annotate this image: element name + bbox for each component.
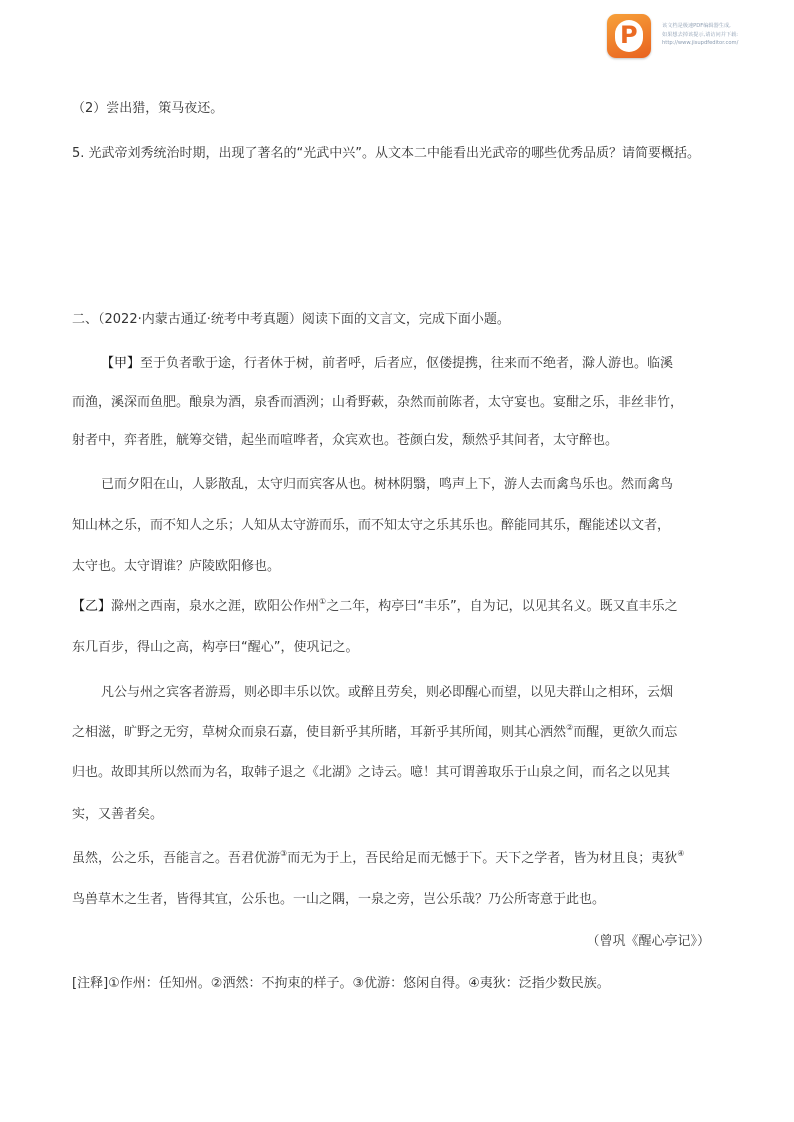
yi-paragraph-2-line: 之相滋，旷野之无穷，草树众而泉石嘉，使目新乎其所睹，耳新乎其所闻，则其心洒然②而醒，更欲久而忘 xyxy=(72,723,678,740)
jia-paragraph-2-line: 已而夕阳在山，人影散乱，太守归而宾客从也。树林阴翳，鸣声上下，游人去而禽鸟乐也。然而禽鸟 xyxy=(101,477,674,492)
yi-paragraph-2-line: 凡公与州之宾客者游焉，则必即丰乐以饮。或醉且劳矣，则必即醒心而望，以见夫群山之相环，云烟 xyxy=(101,685,674,700)
yi-paragraph-1-line: 东几百步，得山之高，构亭曰“醒心”，使巩记之。 xyxy=(72,640,359,655)
watermark-line: 如果想去掉该提示,请访问并下载: xyxy=(662,31,739,38)
yi-paragraph-3-line: 虽然，公之乐，吾能言之。吾君优游③而无为于上，吾民给足而无憾于下。天下之学者，皆为材且良；夷狄④ xyxy=(72,849,685,866)
watermark-line: http://www.jisupdfeditor.com/ xyxy=(662,40,739,46)
source-citation: （曾巩《醒心亭记》） xyxy=(586,934,710,949)
jia-paragraph-2-line: 太守也。太守谓谁？庐陵欧阳修也。 xyxy=(72,559,281,574)
annotation-notes: [注释]①作州：任知州。②洒然：不拘束的样子。③优游：悠闲自得。④夷狄：泛指少数民族。 xyxy=(72,976,610,991)
jia-label: 【甲】 xyxy=(101,356,141,371)
jia-paragraph-1-line: 【甲】至于负者歌于途，行者休于树，前者呼，后者应，伛偻提携，往来而不绝者，滁人游也。临溪 xyxy=(101,356,674,371)
yi-paragraph-3-line: 鸟兽草木之生者，皆得其宜，公乐也。一山之隅，一泉之旁，岂公乐哉？乃公所寄意于此也。 xyxy=(72,892,606,907)
section-heading: 二、（2022·内蒙古通辽·统考中考真题）阅读下面的文言文，完成下面小题。 xyxy=(72,312,510,327)
question-item-2: （2）尝出猎，策马夜还。 xyxy=(72,101,224,116)
pdf-editor-logo-icon: P xyxy=(607,14,651,58)
yi-paragraph-1-line: 【乙】滁州之西南，泉水之涯，欧阳公作州①之二年，构亭曰“丰乐”，自为记，以见其名义。既又直丰乐之 xyxy=(72,597,678,614)
yi-paragraph-2-line: 归也。故即其所以然而为名，取韩子退之《北湖》之诗云。噫！其可谓善取乐于山泉之间，而名之以见其 xyxy=(72,765,671,780)
jia-paragraph-2-line: 知山林之乐，而不知人之乐；人知从太守游而乐，而不知太守之乐其乐也。醉能同其乐，醒能述以文者， xyxy=(72,518,671,533)
watermark-line: 该文档是极速PDF编辑器生成, xyxy=(662,23,731,29)
jia-paragraph-1-line: 射者中，弈者胜，觥筹交错，起坐而喧哗者，众宾欢也。苍颜白发，颓然乎其间者，太守醉也。 xyxy=(72,433,619,448)
question-5: 5. 光武帝刘秀统治时期，出现了著名的“光武中兴”。从文本二中能看出光武帝的哪些优秀品质？请简要概括。 xyxy=(72,146,701,161)
yi-paragraph-2-line: 实，又善者矣。 xyxy=(72,807,164,822)
yi-label: 【乙】 xyxy=(72,599,112,614)
jia-paragraph-1-line: 而渔，溪深而鱼肥。酿泉为酒，泉香而酒洌；山肴野蔌，杂然而前陈者，太守宴也。宴酣之乐，非丝非竹， xyxy=(72,395,684,410)
watermark-text xyxy=(662,22,792,48)
